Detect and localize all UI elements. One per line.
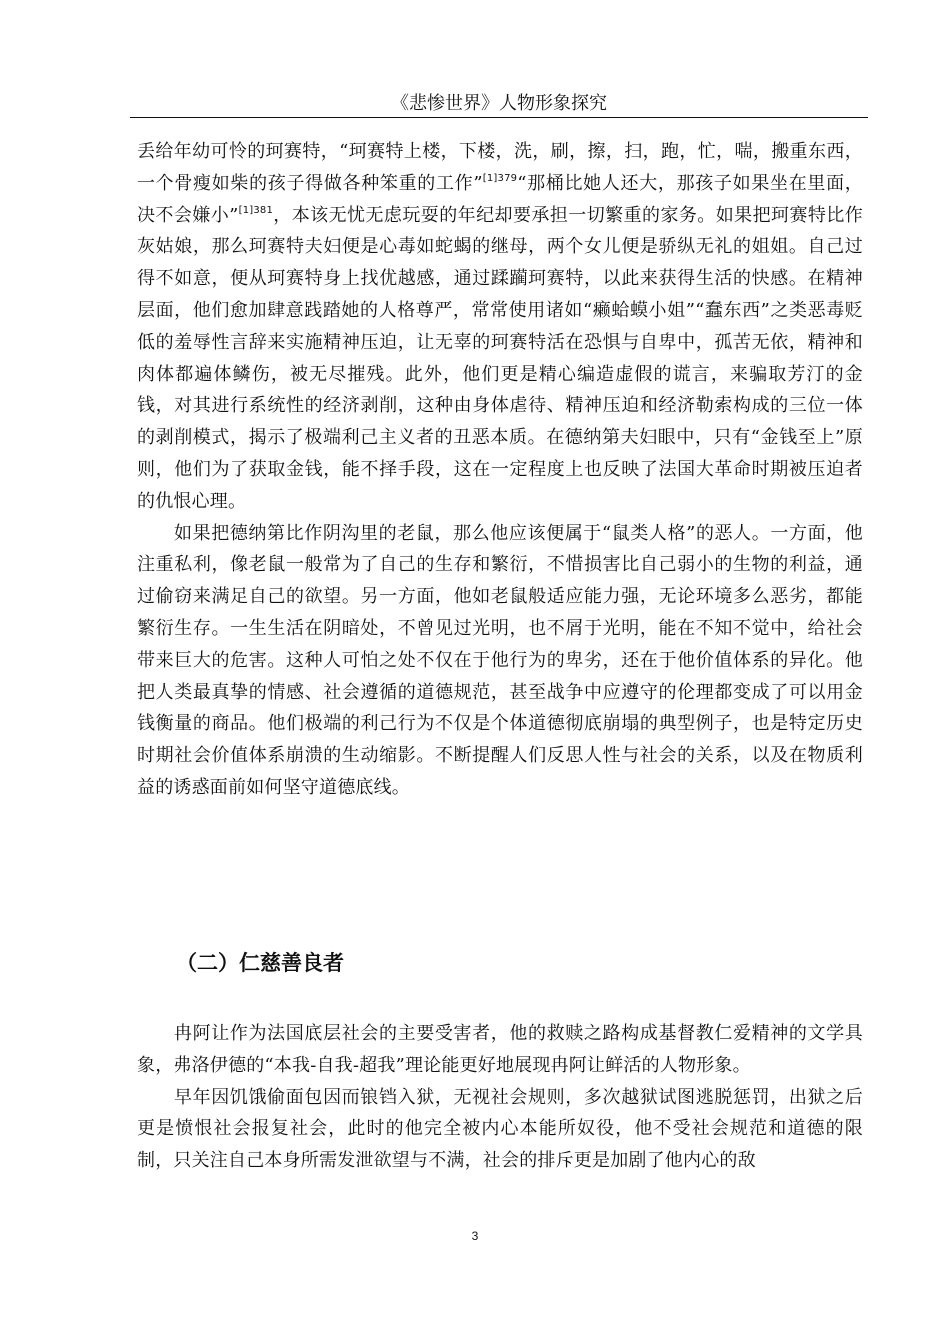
paragraph-rat-personality: 如果把德纳第比作阴沟里的老鼠，那么他应该便属于“鼠类人格”的恶人。一方面，他注重私利，像老鼠一般常为了自己的生存和繁衍，不惜损害比自己弱小的生物的利益，通过偷窃来满足自己的欲望。另一方面，他如老鼠般适应能力强，无论环境多么恶劣，都能繁衍生存。一生生活在阴暗处，不曾见过光明，也不屑于光明，能在不知不觉中，给社会带来巨大的危害。这种人可怕之处不仅在于他行为的卑劣，还在于他价值体系的异化。他把人类最真挚的情感、社会遵循的道德规范，甚至战争中应遵守的伦理都变成了可以用金钱衡量的商品。他们极端的利己行为不仅是个体道德彻底崩塌的典型例子，也是特定历史时期社会价值体系崩溃的生动缩影。不断提醒人们反思人性与社会的关系，以及在物质利益的诱惑面前如何坚守道德底线。 bbox=[137, 522, 863, 798]
section-heading: （二）仁慈善良者 bbox=[176, 951, 344, 975]
paragraph-text: “那桶比她人还大，那孩子如果坐在里面，决不会嫌小” bbox=[137, 172, 863, 226]
citation-ref: [1]379 bbox=[482, 172, 518, 184]
citation-ref: [1]381 bbox=[238, 204, 274, 216]
paragraph-jean-valjean-early-life: 早年因饥饿偷面包因而锒铛入狱，无视社会规则，多次越狱试图逃脱惩罚，出狱之后更是愤恨社会报复社会，此时的他完全被内心本能所奴役，他不受社会规范和道德的限制，只关注自己本身所需发泄欲望与不满，社会的排斥更是加剧了他内心的敌 bbox=[137, 1086, 863, 1172]
paragraph-text: 丢给年幼可怜的珂赛特，“珂赛特上楼，下楼，洗，刷，擦，扫，跑，忙，喘，搬重东西，一个骨瘦如柴的孩子得做各种笨重的工作” bbox=[137, 141, 863, 194]
paragraph-thenardier-abuse bbox=[137, 136, 863, 518]
header-rule bbox=[130, 117, 868, 118]
body-text-lower bbox=[137, 1018, 863, 1177]
body-text-upper bbox=[137, 136, 863, 804]
paragraph-text: ，本该无忧无虑玩耍的年纪却要承担一切繁重的家务。如果把珂赛特比作灰姑娘，那么珂赛特夫妇便是心毒如蛇蝎的继母，两个女儿便是骄纵无礼的姐姐。自己过得不如意，便从珂赛特身上找优越感，通过蹂躏珂赛特，以此来获得生活的快感。在精神层面，他们愈加肆意践踏她的人格尊严，常常使用诸如“癞蛤蟆小姐”“蠢东西”之类恶毒贬低的羞辱性言辞来实施精神压迫，让无辜的珂赛特活在恐惧与自卑中，孤苦无依，精神和肉体都遍体鳞伤，被无尽摧残。此外，他们更是精心编造虚假的谎言，来骗取芳汀的金钱，对其进行系统性的经济剥削，这种由身体虐待、精神压迫和经济勒索构成的三位一体的剥削模式，揭示了极端利己主义者的丑恶本质。在德纳第夫妇眼中，只有“金钱至上”原则，他们为了获取金钱，能不择手段，这在一定程度上也反映了法国大革命时期被压迫者的仇恨心理。 bbox=[137, 204, 863, 512]
page-number: 3 bbox=[471, 1229, 479, 1243]
paragraph-jean-valjean-intro: 冉阿让作为法国底层社会的主要受害者，他的救赎之路构成基督教仁爱精神的文学具象，弗洛伊德的“本我-自我-超我”理论能更好地展现冉阿让鲜活的人物形象。 bbox=[137, 1023, 863, 1076]
running-header: 《悲惨世界》人物形象探究 bbox=[391, 93, 607, 114]
